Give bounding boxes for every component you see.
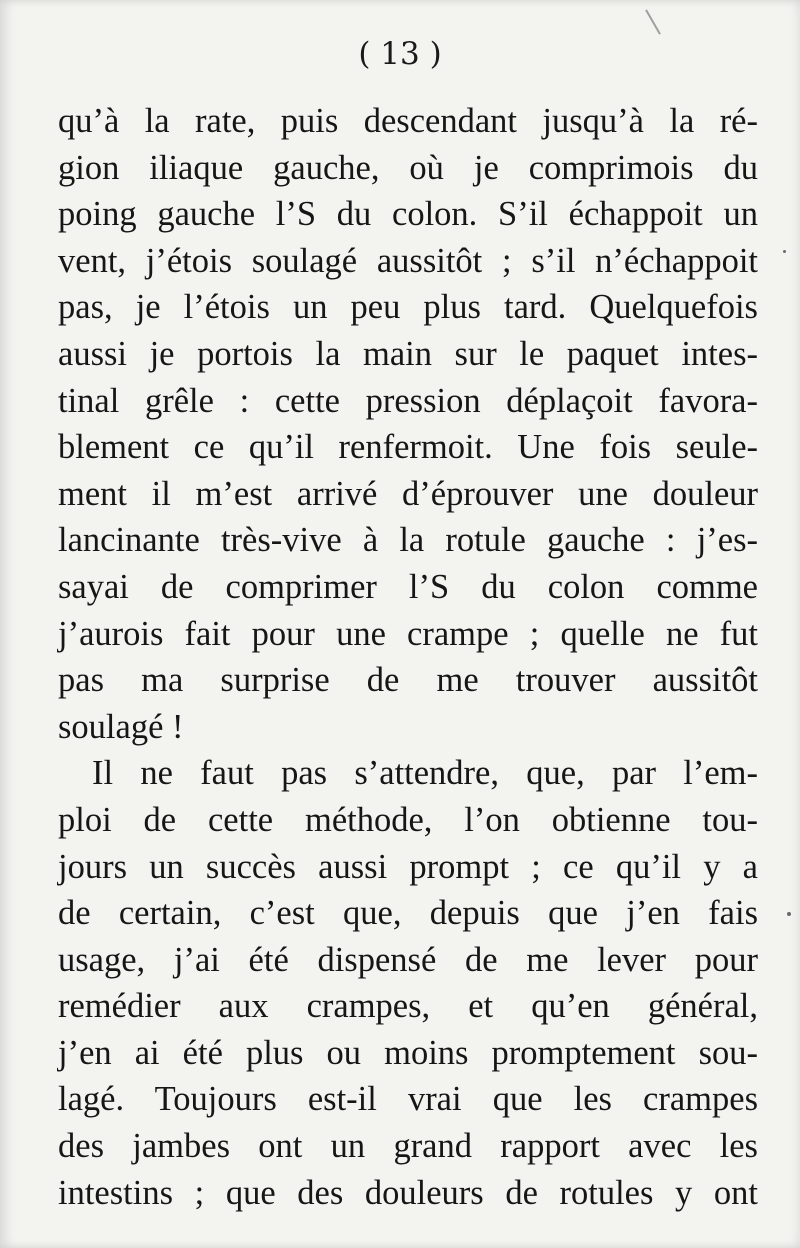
text-line: ploi de cette méthode, l’on obtienne tou- xyxy=(58,800,758,839)
text-line: sayai de comprimer l’S du colon comme xyxy=(58,567,758,606)
paper-speck xyxy=(787,912,791,916)
text-line: blement ce qu’il renfermoit. Une fois seule- xyxy=(58,428,758,467)
text-line: intestins ; que des douleurs de rotules y ont xyxy=(58,1173,758,1212)
text-line: de certain, c’est que, depuis que j’en fais xyxy=(58,894,758,933)
text-line: jours un succès aussi prompt ; ce qu’il y a xyxy=(58,847,758,886)
text-line: j’en ai été plus ou moins promptement sou- xyxy=(58,1033,758,1072)
paper-speck xyxy=(783,250,786,253)
text-line: soulagé ! xyxy=(58,707,184,746)
text-line: poing gauche l’S du colon. S’il échappoit un xyxy=(58,195,758,234)
text-line: lancinante très-vive à la rotule gauche : j’es- xyxy=(58,521,758,560)
text-line: lagé. Toujours est-il vrai que les crampes xyxy=(58,1080,758,1119)
paper-scratch xyxy=(645,9,661,34)
text-line: des jambes ont un grand rapport avec les xyxy=(58,1127,758,1166)
page-number: ( 13 ) xyxy=(358,36,442,72)
text-line: vent, j’étois soulagé aussitôt ; s’il n’échappoit xyxy=(58,241,758,280)
text-line: qu’à la rate, puis descendant jusqu’à la ré- xyxy=(58,102,758,140)
text-line: tinal grêle : cette pression déplaçoit favora- xyxy=(58,381,758,420)
text-line: usage, j’ai été dispensé de me lever pour xyxy=(58,940,758,979)
text-line: remédier aux crampes, et qu’en général, xyxy=(58,987,758,1026)
text-line: Il ne faut pas s’attendre, que, par l’em- xyxy=(92,754,758,793)
text-line: aussi je portois la main sur le paquet intes- xyxy=(58,334,758,373)
text-line: gion iliaque gauche, où je comprimois du xyxy=(58,148,758,187)
text-line: j’aurois fait pour une crampe ; quelle ne fut xyxy=(58,614,758,653)
text-line: pas, je l’étois un peu plus tard. Quelquefois xyxy=(58,288,758,327)
text-line: pas ma surprise de me trouver aussitôt xyxy=(58,661,758,700)
body-text xyxy=(58,103,758,1221)
text-line: ment il m’est arrivé d’éprouver une douleur xyxy=(58,474,758,513)
